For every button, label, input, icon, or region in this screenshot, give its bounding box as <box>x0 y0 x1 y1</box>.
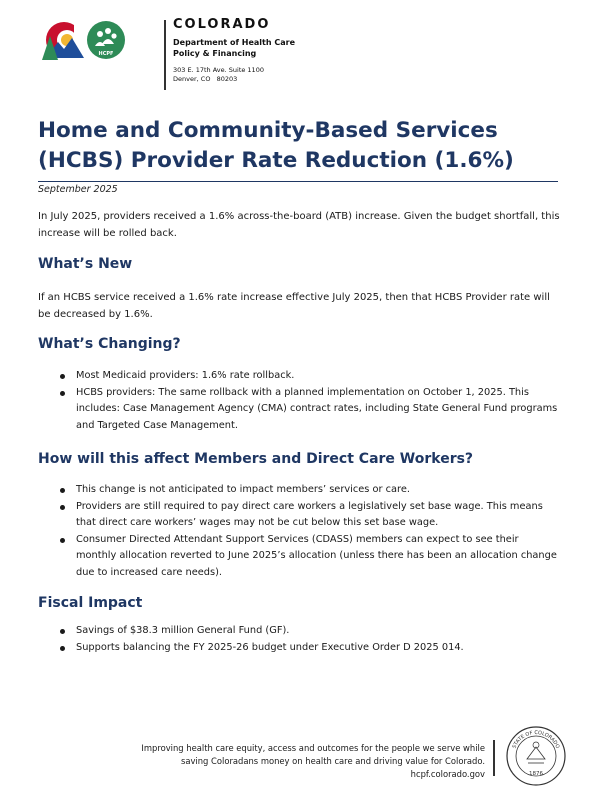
page-title <box>38 116 558 176</box>
logo-divider <box>164 20 166 90</box>
footer-line-2: saving Coloradans money on health care and driving value for Colorado. <box>180 756 485 766</box>
list-item: HCBS providers: The same rollback with a planned implementation on October 1, 2025. This includes: Case Management Agency (CMA) contract rates, including State General Fund programs and Targeted Case Management. <box>56 385 562 435</box>
svg-text:STATE OF COLORADO: STATE OF COLORADO <box>511 729 561 750</box>
title-line-2: (HCBS) Provider Rate Reduction (1.6%) <box>38 148 514 173</box>
bullet-icon <box>60 646 65 651</box>
whats-changing-heading: What’s Changing? <box>38 336 181 352</box>
footer-divider <box>493 740 495 776</box>
footer-website: hcpf.colorado.gov <box>410 769 485 779</box>
list-item: Consumer Directed Attendant Support Services (CDASS) members can expect to see their monthly allocation reverted to June 2025’s allocation (unless there has been an allocation change due to increased care needs). <box>56 532 562 582</box>
bullet-icon <box>60 374 65 379</box>
list-item: This change is not anticipated to impact members’ services or care. <box>56 482 562 499</box>
colorado-hcpf-logo <box>38 16 128 66</box>
address-line-2: Denver, CO 80203 <box>173 75 238 83</box>
header <box>38 14 338 94</box>
address-line-1: 303 E. 17th Ave. Suite 1100 <box>173 66 264 74</box>
bullet-icon <box>60 538 65 543</box>
whats-changing-list <box>56 368 562 434</box>
fiscal-impact-list <box>56 623 562 656</box>
org-name: COLORADO <box>173 17 271 32</box>
intro-paragraph: In July 2025, providers received a 1.6% across-the-board (ATB) increase. Given the budget shortfall, this increase will be rolled back. <box>38 211 560 239</box>
whats-new-heading: What’s New <box>38 256 133 272</box>
list-item: Most Medicaid providers: 1.6% rate rollback. <box>56 368 562 385</box>
department-line-1: Department of Health Care <box>173 38 295 47</box>
department-line-2: Policy & Financing <box>173 49 257 58</box>
footer-line-1: Improving health care equity, access and outcomes for the people we serve while <box>141 743 485 753</box>
affect-list <box>56 482 562 581</box>
footer-tagline <box>141 742 485 781</box>
affect-heading: How will this affect Members and Direct Care Workers? <box>38 451 474 467</box>
title-line-1: Home and Community-Based Services <box>38 118 498 143</box>
bullet-icon <box>60 488 65 493</box>
department-name <box>173 37 295 59</box>
svg-text:1876: 1876 <box>529 771 543 777</box>
publication-date: September 2025 <box>38 184 118 195</box>
bullet-icon <box>60 505 65 510</box>
list-item: Providers are still required to pay direct care workers a legislatively set base wage. This means that direct care workers’ wages may not be cut below this set base wage. <box>56 499 562 532</box>
list-item: Supports balancing the FY 2025-26 budget under Executive Order D 2025 014. <box>56 640 562 657</box>
whats-new-paragraph: If an HCBS service received a 1.6% rate increase effective July 2025, then that HCBS Provider rate will be decreased by 1.6%. <box>38 292 550 320</box>
address <box>173 66 264 84</box>
bullet-icon <box>60 629 65 634</box>
title-rule <box>38 181 558 182</box>
state-seal-icon <box>505 725 567 787</box>
fiscal-impact-heading: Fiscal Impact <box>38 595 143 611</box>
bullet-icon <box>60 391 65 396</box>
svg-text:HCPF: HCPF <box>98 51 114 57</box>
list-item: Savings of $38.3 million General Fund (GF). <box>56 623 562 640</box>
